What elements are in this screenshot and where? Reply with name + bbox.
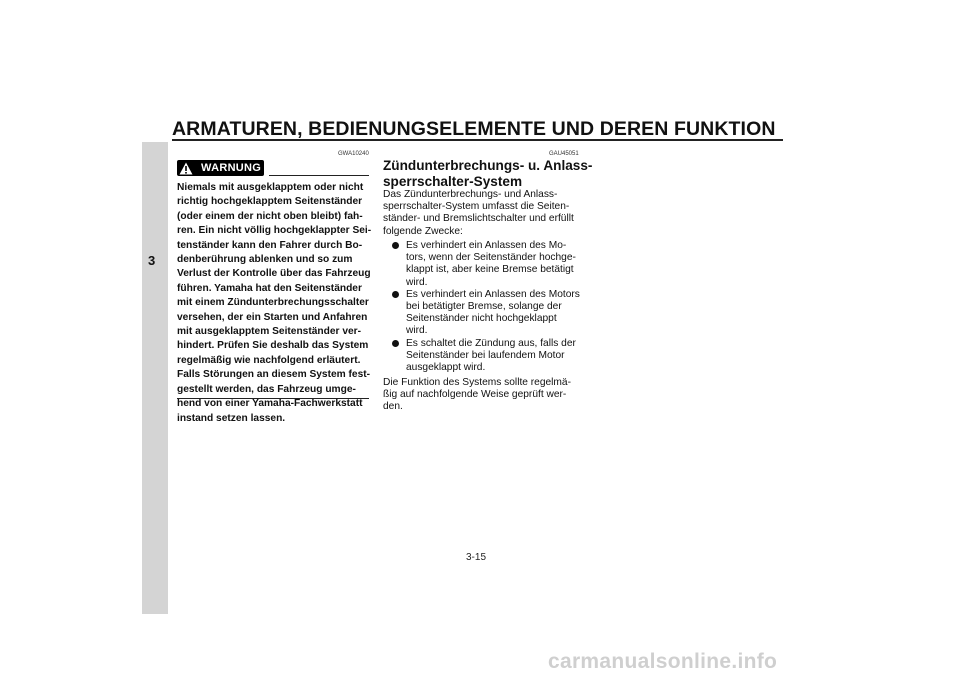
chapter-tab	[142, 142, 168, 614]
warning-line: gestellt werden, das Fahrzeug umge-	[177, 383, 356, 395]
outro-line: ßig auf nachfolgende Weise geprüft wer-	[383, 389, 567, 401]
list-item	[389, 240, 580, 289]
bullet-icon	[392, 340, 399, 347]
warning-line: versehen, der ein Starten und Anfahren	[177, 311, 368, 323]
bullet-line: wird.	[406, 276, 428, 288]
bullet-line: Es verhindert ein Anlassen des Motors	[406, 288, 580, 300]
section-title-line: Zündunterbrechungs- u. Anlass-	[383, 158, 593, 173]
intro-line: ständer- und Bremslichtschalter und erfüllt	[383, 213, 574, 225]
warning-top-rule	[269, 175, 369, 176]
section-title-line: sperrschalter-System	[383, 173, 523, 189]
bullet-line: tors, wenn der Seitenständer hochge-	[406, 252, 576, 264]
section-title	[383, 158, 592, 189]
warning-line: Niemals mit ausgeklapptem oder nicht	[177, 182, 364, 193]
bullet-line: Es schaltet die Zündung aus, falls der	[406, 337, 576, 349]
warning-line: denberührung ablenken und so zum	[177, 254, 353, 266]
warning-triangle-icon	[177, 160, 195, 176]
list-item	[389, 289, 580, 338]
intro-line: folgende Zwecke:	[383, 225, 463, 237]
warning-line: hindert. Prüfen Sie deshalb das System	[177, 340, 369, 352]
intro-line: Das Zündunterbrechungs- und Anlass-	[383, 189, 558, 200]
header-divider	[172, 139, 783, 141]
intro-line: sperrschalter-System umfasst die Seiten-	[383, 201, 570, 213]
bullet-icon	[392, 291, 399, 298]
bullet-list	[389, 240, 580, 374]
warning-line: Falls Störungen an diesem System fest-	[177, 369, 371, 381]
chapter-tab-number: 3	[148, 253, 156, 268]
watermark: carmanualsonline.info	[548, 650, 778, 673]
bullet-line: Es verhindert ein Anlassen des Mo-	[406, 240, 567, 251]
warning-line: ren. Ein nicht völlig hochgeklappter Sei-	[177, 225, 372, 237]
page-header-title: ARMATUREN, BEDIENUNGSELEMENTE UND DEREN FUNKTION	[172, 118, 776, 140]
outro-line: Die Funktion des Systems sollte regelmä-	[383, 377, 571, 388]
warning-line: regelmäßig wie nachfolgend erläutert.	[177, 354, 361, 366]
warning-code: GWA10240	[338, 151, 369, 157]
warning-line: richtig hochgeklapptem Seitenständer	[177, 196, 363, 208]
bullet-line: bei betätigter Bremse, solange der	[406, 301, 562, 313]
section-code: GAU45051	[549, 151, 579, 157]
warning-line: mit einem Zündunterbrechungsschalter	[177, 297, 369, 309]
section-outro	[383, 377, 571, 414]
warning-line: Verlust der Kontrolle über das Fahrzeug	[177, 268, 371, 280]
bullet-line: Seitenständer bei laufendem Motor	[406, 349, 565, 361]
warning-line: instand setzen lassen.	[177, 412, 286, 424]
warning-line: hend von einer Yamaha-Fachwerkstatt	[177, 398, 363, 410]
warning-body	[177, 181, 372, 426]
warning-label-text: WARNUNG	[201, 162, 262, 174]
list-item	[389, 338, 580, 375]
warning-line: tenständer kann den Fahrer durch Bo-	[177, 239, 363, 251]
warning-label	[177, 160, 264, 176]
bullet-line: klappt ist, aber keine Bremse betätigt	[406, 264, 574, 276]
bullet-line: ausgeklappt wird.	[406, 362, 486, 374]
warning-line: (oder einem der nicht oben bleibt) fah-	[177, 210, 363, 222]
section-intro	[383, 189, 574, 238]
warning-line: führen. Yamaha hat den Seitenständer	[177, 282, 362, 294]
bullet-line: wird.	[406, 325, 428, 337]
bullet-line: Seitenständer nicht hochgeklappt	[406, 313, 557, 325]
bullet-icon	[392, 242, 399, 249]
page-number: 3-15	[466, 552, 487, 563]
outro-line: den.	[383, 401, 403, 413]
warning-line: mit ausgeklapptem Seitenständer ver-	[177, 326, 362, 338]
warning-bottom-rule	[177, 398, 369, 399]
